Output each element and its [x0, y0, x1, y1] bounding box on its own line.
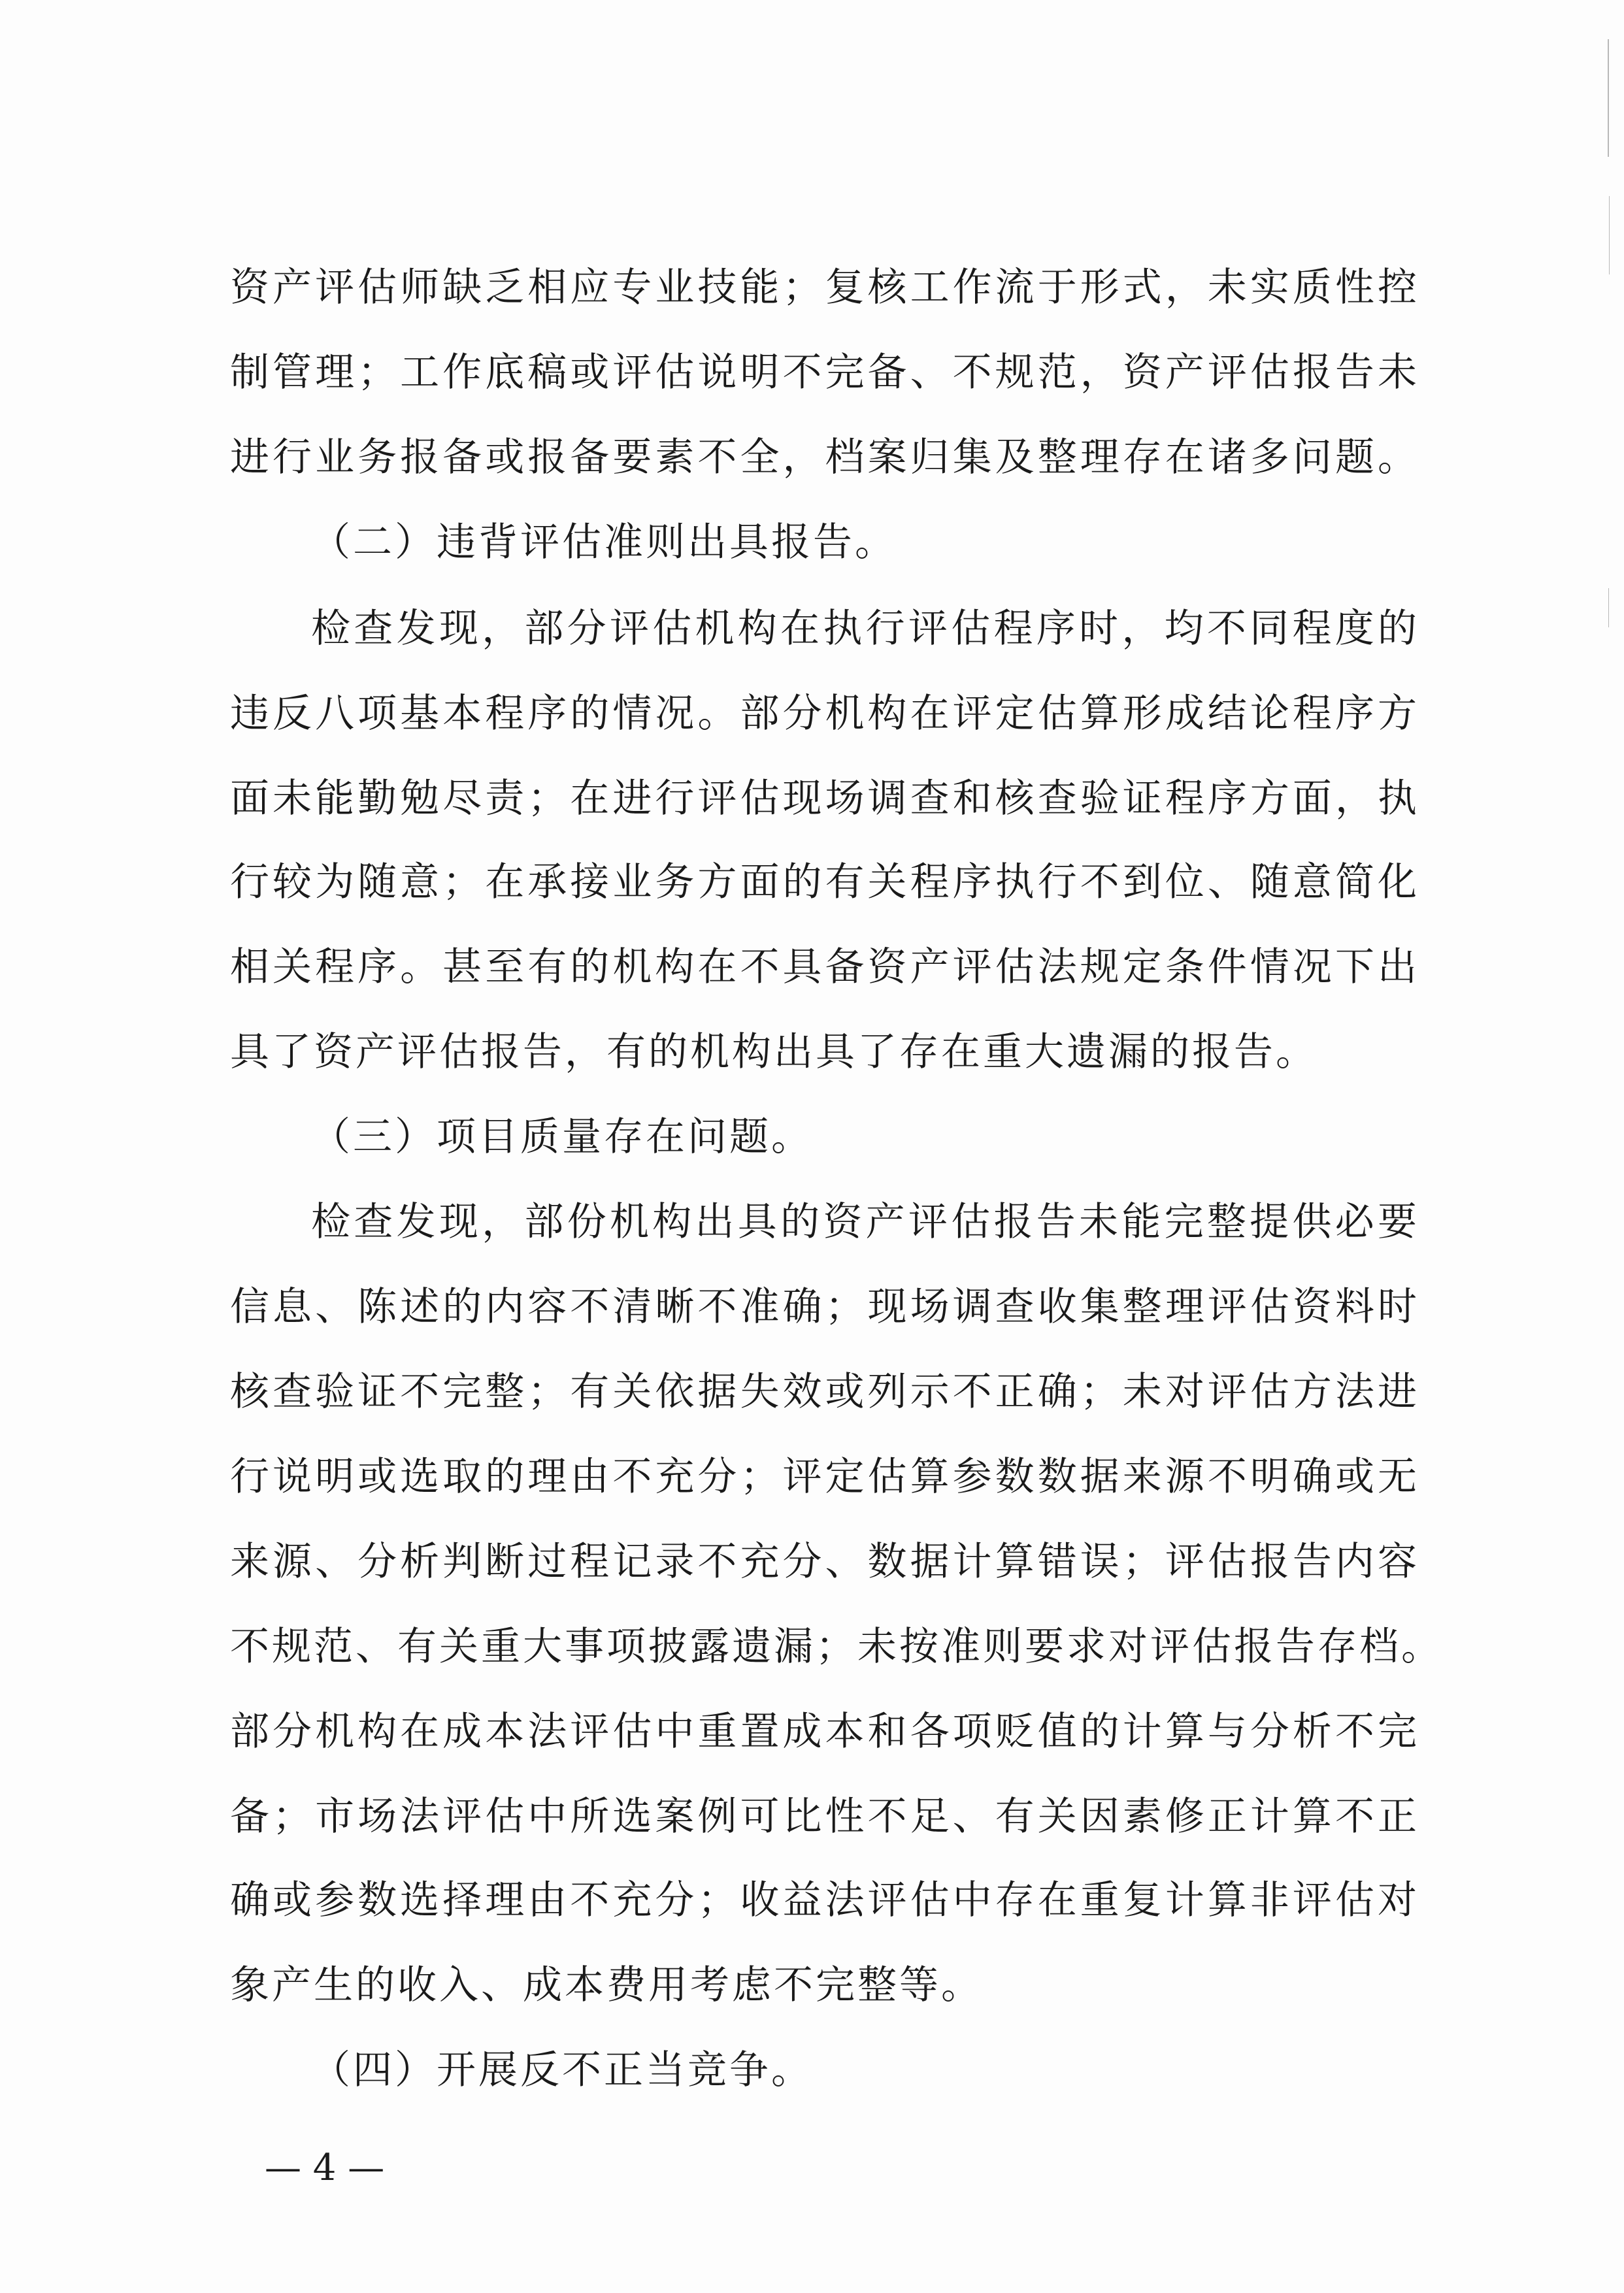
text-line-16: 来源、分析判断过程记录不充分、数据计算错误；评估报告内容 [230, 1539, 1419, 1585]
text-line-21: 象产生的收入、成本费用考虑不完整等。 [230, 1962, 983, 2008]
text-line-17: 不规范、有关重大事项披露遗漏；未按准则要求对评估报告存档。 [230, 1624, 1443, 1670]
text-line-13: 信息、陈述的内容不清晰不准确；现场调查收集整理评估资料时 [230, 1284, 1419, 1330]
text-line-15: 行说明或选取的理由不充分；评定估算参数数据来源不明确或无 [230, 1454, 1419, 1500]
text-line-8: 行较为随意；在承接业务方面的有关程序执行不到位、随意简化 [230, 859, 1419, 905]
text-line-14: 核查验证不完整；有关依据失效或列示不正确；未对评估方法进 [230, 1369, 1419, 1415]
text-line-10: 具了资产评估报告，有的机构出具了存在重大遗漏的报告。 [230, 1029, 1317, 1075]
text-line-12: 检查发现，部份机构出具的资产评估报告未能完整提供必要 [311, 1199, 1419, 1245]
text-line-2: 制管理；工作底稿或评估说明不完备、不规范，资产评估报告未 [230, 350, 1419, 395]
text-line-6: 违反八项基本程序的情况。部分机构在评定估算形成结论程序方 [230, 691, 1419, 736]
text-line-18: 部分机构在成本法评估中重置成本和各项贬值的计算与分析不完 [230, 1709, 1419, 1755]
text-line-20: 确或参数选择理由不充分；收益法评估中存在重复计算非评估对 [230, 1877, 1419, 1923]
page-number: — 4 — [265, 2147, 385, 2189]
text-line-7: 面未能勤勉尽责；在进行评估现场调查和核查验证程序方面，执 [230, 776, 1419, 821]
text-line-9: 相关程序。甚至有的机构在不具备资产评估法规定条件情况下出 [230, 944, 1419, 990]
scan-edge-mark [1608, 588, 1609, 627]
section-heading-2: （二）违背评估准则出具报告。 [311, 520, 897, 565]
text-line-19: 备；市场法评估中所选案例可比性不足、有关因素修正计算不正 [230, 1794, 1419, 1839]
text-line-3: 进行业务报备或报备要素不全，档案归集及整理存在诸多问题。 [230, 435, 1419, 480]
text-line-5: 检查发现，部分评估机构在执行评估程序时，均不同程度的 [311, 606, 1419, 652]
section-heading-4: （四）开展反不正当竞争。 [311, 2047, 813, 2093]
scan-edge-mark [1609, 196, 1610, 274]
section-heading-3: （三）项目质量存在问题。 [311, 1114, 813, 1160]
scan-edge-mark [1608, 39, 1609, 157]
text-line-1: 资产评估师缺乏相应专业技能；复核工作流于形式，未实质性控 [230, 265, 1419, 310]
